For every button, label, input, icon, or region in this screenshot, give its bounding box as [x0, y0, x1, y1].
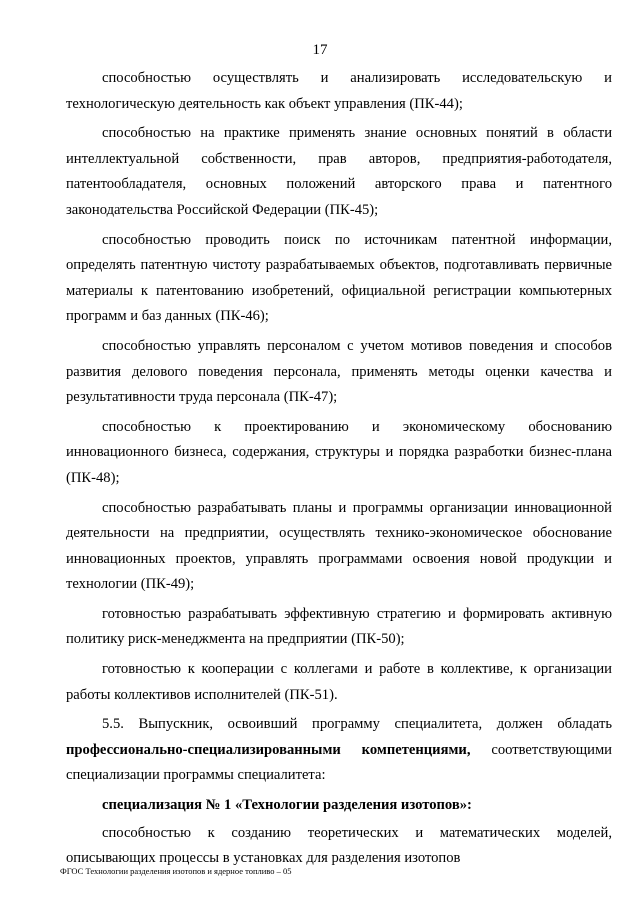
- competency-pk-51: готовностью к кооперации с коллегами и работе в коллективе, к организации работы коллективов исполнителей (ПК-51).: [66, 661, 612, 703]
- document-body: [66, 66, 612, 876]
- competency-pk-44: способностью осуществлять и анализировать исследовательскую и технологическую деятельность как объект управления (ПК-44);: [66, 70, 612, 112]
- competency-pk-49: способностью разрабатывать планы и программы организации инновационной деятельности на предприятии, осуществлять технико-экономическое обоснование инновационных проектов, управлять программами освоения новой продукции и технологии (ПК-49);: [66, 499, 612, 593]
- section-5-5-tail: соответствующими специализации программы специалитета:: [66, 741, 612, 784]
- competency-pk-48: способностью к проектированию и экономическому обоснованию инновационного бизнеса, содержания, структуры и порядка разработки бизнес-плана (ПК-48);: [66, 418, 612, 486]
- section-5-5: [66, 712, 612, 789]
- section-5-5-bold-term: профессионально-специализированными компетенциями,: [66, 741, 471, 758]
- competency-pk-47: способностью управлять персоналом с учетом мотивов поведения и способов развития делового поведения персонала, применять методы оценки качества и результативности труда персонала (ПК-47);: [66, 337, 612, 406]
- section-5-5-lead: 5.5. Выпускник, освоивший программу специалитета, должен обладать: [102, 716, 612, 733]
- competency-pk-46: способностью проводить поиск по источникам патентной информации, определять патентную чистоту разрабатываемых объектов, подготавливать первичные материалы к патентованию изобретений, официальной регистрации компьютерных программ и баз данных (ПК-46);: [66, 231, 612, 325]
- competency-pk-45: способностью на практике применять знание основных понятий в области интеллектуальной собственности, прав авторов, предприятия-работодателя, патентообладателя, основных положений авторского права и патентного законодательства Российской Федерации (ПК-45);: [66, 125, 612, 218]
- competency-isotope-models: способностью к созданию теоретических и математических моделей, описывающих процессы в установках для разделения изотопов: [66, 824, 612, 867]
- specialization-heading: специализация № 1 «Технологии разделения изотопов»:: [102, 797, 472, 814]
- document-footer: ФГОС Технологии разделения изотопов и ядерное топливо – 05: [60, 866, 292, 876]
- page-number: 17: [312, 42, 328, 58]
- competency-pk-50: готовностью разрабатывать эффективную стратегию и формировать активную политику риск-менеджмента на предприятии (ПК-50);: [66, 605, 612, 648]
